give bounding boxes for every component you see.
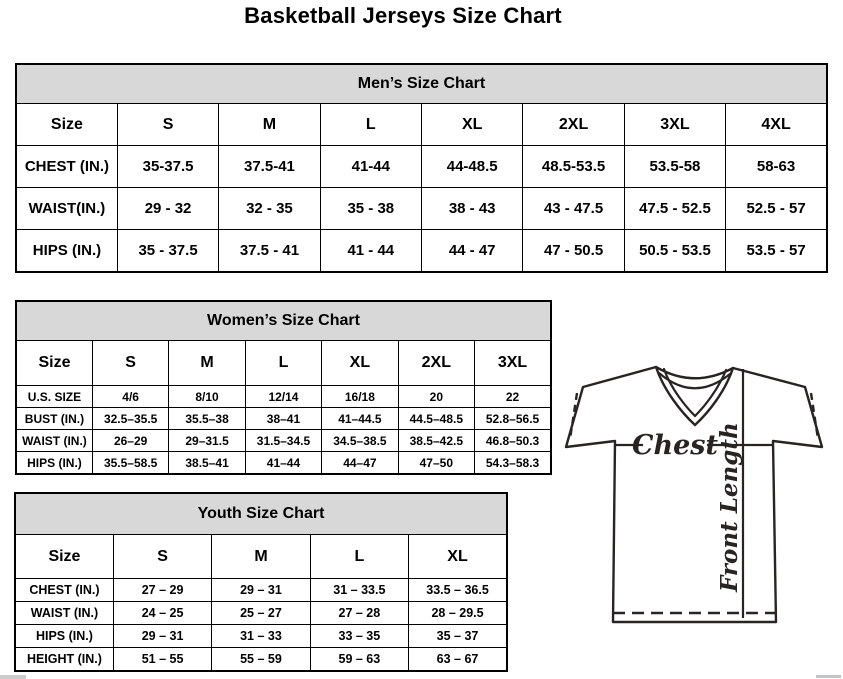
column-header: XL: [409, 535, 507, 579]
size-value-cell: 35-37.5: [117, 146, 218, 188]
size-value-cell: 37.5 - 41: [219, 230, 320, 273]
size-value-cell: 27 – 28: [310, 602, 408, 625]
size-value-cell: 16/18: [322, 386, 398, 408]
size-value-cell: 38–41: [245, 408, 321, 430]
size-value-cell: 52.8–56.5: [475, 408, 551, 430]
size-value-cell: 52.5 - 57: [726, 188, 827, 230]
column-header: S: [92, 341, 168, 386]
table-row: [16, 452, 551, 475]
size-value-cell: 53.5-58: [624, 146, 725, 188]
row-label: U.S. SIZE: [16, 386, 92, 408]
column-header: 3XL: [475, 341, 551, 386]
size-value-cell: 46.8–50.3: [475, 430, 551, 452]
size-value-cell: 34.5–38.5: [322, 430, 398, 452]
womens-size-chart-table: [15, 300, 552, 475]
size-value-cell: 41 - 44: [320, 230, 421, 273]
row-label: CHEST (IN.): [15, 579, 113, 602]
row-label: CHEST (IN.): [16, 146, 117, 188]
size-value-cell: 29 – 31: [113, 625, 211, 648]
size-value-cell: 31.5–34.5: [245, 430, 321, 452]
column-header: 3XL: [624, 104, 725, 146]
size-value-cell: 44-48.5: [422, 146, 523, 188]
table-row: [16, 408, 551, 430]
mens-size-chart-table: [15, 63, 828, 273]
size-value-cell: 38.5–42.5: [398, 430, 474, 452]
size-value-cell: 44.5–48.5: [398, 408, 474, 430]
table-row: [16, 230, 827, 273]
size-value-cell: 20: [398, 386, 474, 408]
size-value-cell: 31 – 33.5: [310, 579, 408, 602]
table-title-row: [15, 493, 507, 535]
size-value-cell: 53.5 - 57: [726, 230, 827, 273]
size-value-cell: 43 - 47.5: [523, 188, 624, 230]
size-value-cell: 59 – 63: [310, 648, 408, 672]
column-header: S: [113, 535, 211, 579]
column-header-row: [15, 535, 507, 579]
column-header: M: [212, 535, 310, 579]
table-row: [16, 430, 551, 452]
size-corner-header: Size: [15, 535, 113, 579]
size-value-cell: 35.5–38: [169, 408, 245, 430]
row-label: WAIST (IN.): [16, 430, 92, 452]
row-label: WAIST (IN.): [15, 602, 113, 625]
size-value-cell: 37.5-41: [219, 146, 320, 188]
table-title: Youth Size Chart: [15, 493, 507, 535]
column-header-row: [16, 341, 551, 386]
size-value-cell: 33 – 35: [310, 625, 408, 648]
size-value-cell: 27 – 29: [113, 579, 211, 602]
size-corner-header: Size: [16, 341, 92, 386]
row-label: WAIST(IN.): [16, 188, 117, 230]
column-header: M: [169, 341, 245, 386]
horizontal-scrollbar-fragment-right[interactable]: [816, 675, 841, 678]
size-value-cell: 31 – 33: [212, 625, 310, 648]
table-row: [15, 602, 507, 625]
size-value-cell: 41–44.5: [322, 408, 398, 430]
row-label: HIPS (IN.): [16, 230, 117, 273]
column-header: L: [245, 341, 321, 386]
size-value-cell: 12/14: [245, 386, 321, 408]
size-value-cell: 47.5 - 52.5: [624, 188, 725, 230]
size-value-cell: 28 – 29.5: [409, 602, 507, 625]
table-row: [16, 386, 551, 408]
size-value-cell: 50.5 - 53.5: [624, 230, 725, 273]
size-value-cell: 38.5–41: [169, 452, 245, 475]
column-header: M: [219, 104, 320, 146]
jersey-outline: [566, 367, 822, 622]
table-row: [15, 579, 507, 602]
size-value-cell: 44 - 47: [422, 230, 523, 273]
size-value-cell: 58-63: [726, 146, 827, 188]
chest-label: Chest: [632, 430, 718, 461]
size-value-cell: 48.5-53.5: [523, 146, 624, 188]
size-value-cell: 38 - 43: [422, 188, 523, 230]
size-value-cell: 22: [475, 386, 551, 408]
youth-size-chart-table: [14, 492, 508, 672]
table-title: Women’s Size Chart: [16, 301, 551, 341]
size-value-cell: 63 – 67: [409, 648, 507, 672]
column-header: L: [320, 104, 421, 146]
column-header: 2XL: [398, 341, 474, 386]
column-header: L: [310, 535, 408, 579]
table-title-row: [16, 64, 827, 104]
size-value-cell: 35 - 38: [320, 188, 421, 230]
size-value-cell: 4/6: [92, 386, 168, 408]
row-label: HEIGHT (IN.): [15, 648, 113, 672]
table-row: [15, 625, 507, 648]
row-label: HIPS (IN.): [15, 625, 113, 648]
size-value-cell: 33.5 – 36.5: [409, 579, 507, 602]
size-value-cell: 29 - 32: [117, 188, 218, 230]
jersey-diagram-svg: [556, 361, 836, 631]
size-value-cell: 41-44: [320, 146, 421, 188]
size-value-cell: 35 – 37: [409, 625, 507, 648]
horizontal-scrollbar-fragment-left[interactable]: [0, 675, 26, 679]
page-title: Basketball Jerseys Size Chart: [244, 3, 562, 28]
column-header: S: [117, 104, 218, 146]
size-value-cell: 35.5–58.5: [92, 452, 168, 475]
size-value-cell: 8/10: [169, 386, 245, 408]
column-header: XL: [322, 341, 398, 386]
size-value-cell: 25 – 27: [212, 602, 310, 625]
size-value-cell: 51 – 55: [113, 648, 211, 672]
size-value-cell: 47 - 50.5: [523, 230, 624, 273]
column-header: 4XL: [726, 104, 827, 146]
size-value-cell: 44–47: [322, 452, 398, 475]
row-label: HIPS (IN.): [16, 452, 92, 475]
table-title-row: [16, 301, 551, 341]
column-header: XL: [422, 104, 523, 146]
table-row: [15, 648, 507, 672]
size-value-cell: 29–31.5: [169, 430, 245, 452]
size-value-cell: 35 - 37.5: [117, 230, 218, 273]
size-value-cell: 29 – 31: [212, 579, 310, 602]
size-corner-header: Size: [16, 104, 117, 146]
column-header-row: [16, 104, 827, 146]
column-header: 2XL: [523, 104, 624, 146]
size-value-cell: 26–29: [92, 430, 168, 452]
size-value-cell: 24 – 25: [113, 602, 211, 625]
table-title: Men’s Size Chart: [16, 64, 827, 104]
size-value-cell: 32.5–35.5: [92, 408, 168, 430]
jersey-measurement-diagram: [556, 361, 836, 631]
row-label: BUST (IN.): [16, 408, 92, 430]
size-value-cell: 41–44: [245, 452, 321, 475]
front-length-label: Front Length: [716, 422, 743, 592]
size-value-cell: 47–50: [398, 452, 474, 475]
size-value-cell: 32 - 35: [219, 188, 320, 230]
table-row: [16, 146, 827, 188]
size-value-cell: 54.3–58.3: [475, 452, 551, 475]
size-value-cell: 55 – 59: [212, 648, 310, 672]
table-row: [16, 188, 827, 230]
